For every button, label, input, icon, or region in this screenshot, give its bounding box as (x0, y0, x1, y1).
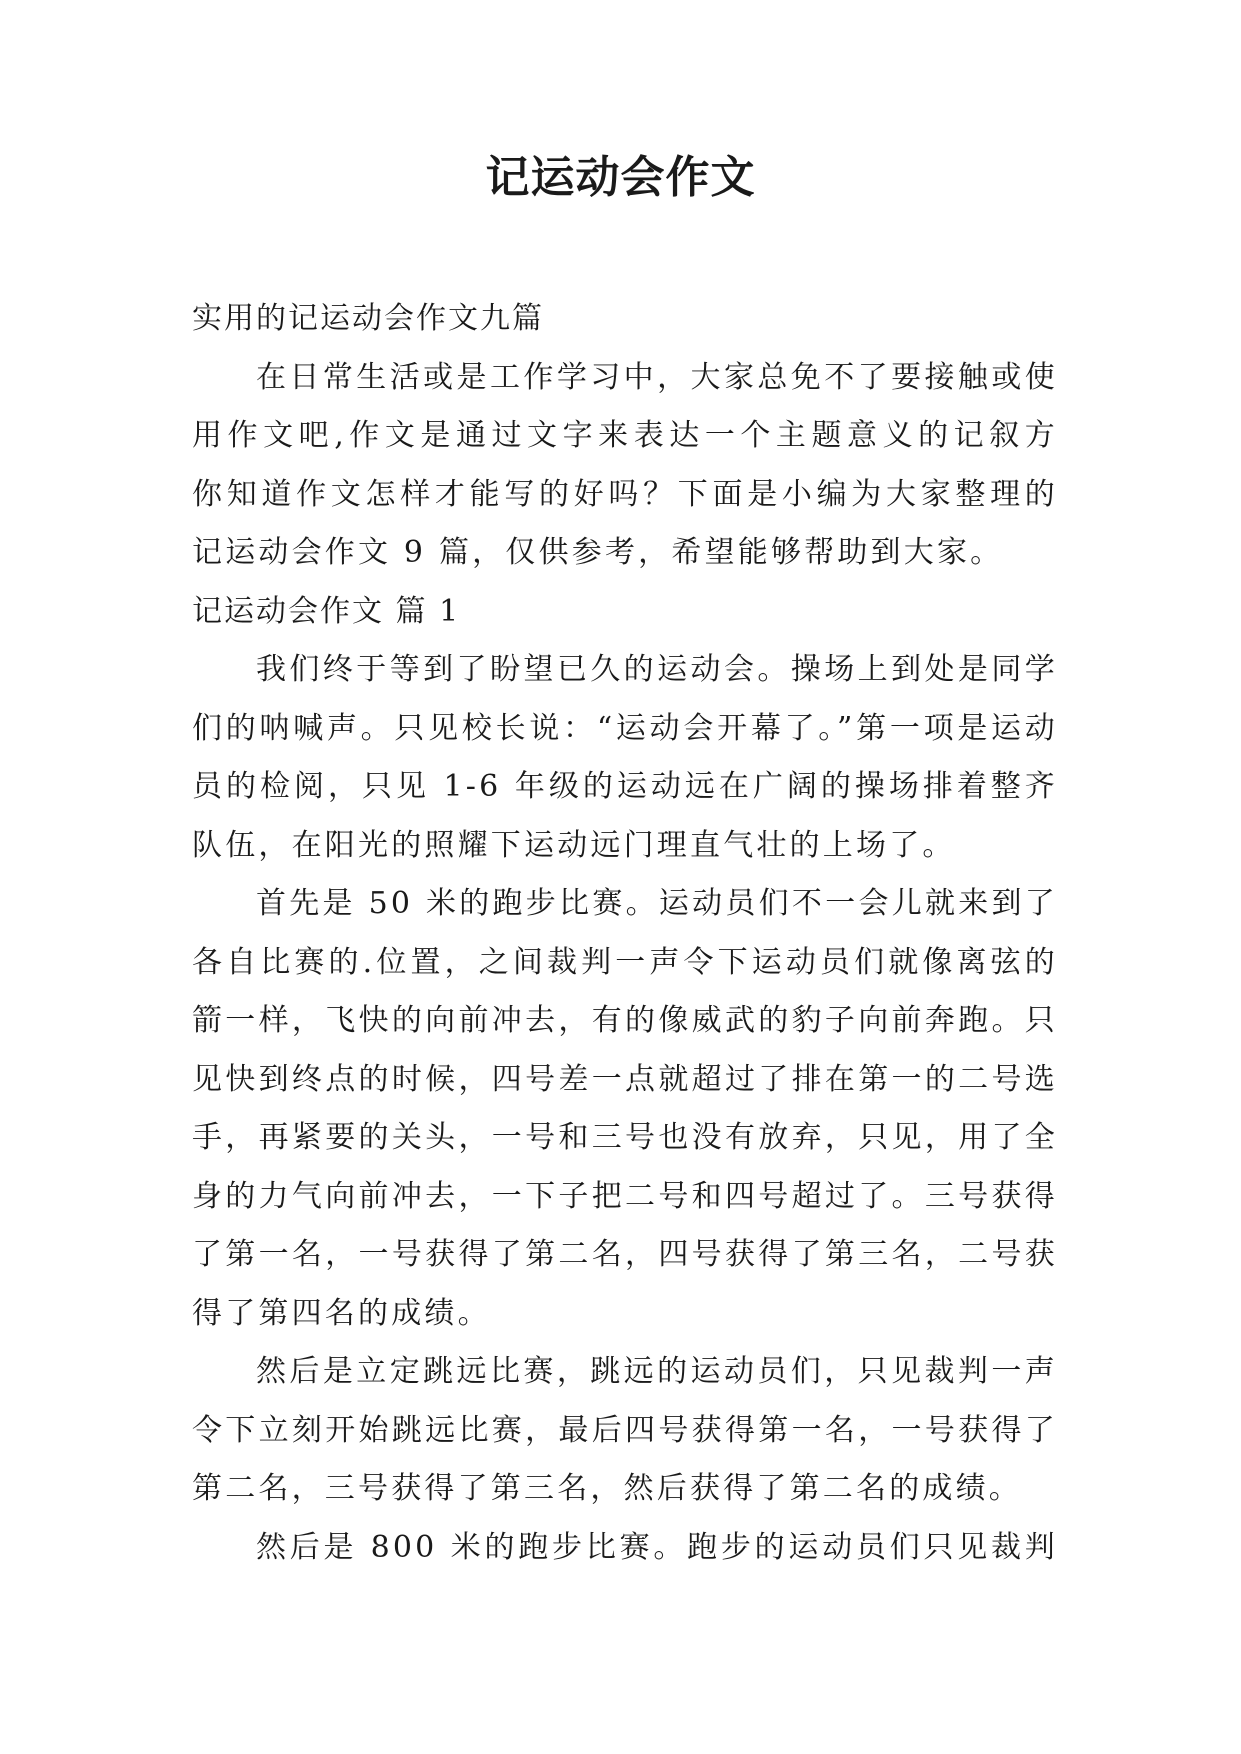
text-line: 手，再紧要的关头，一号和三号也没有放弃，只见，用了全 (192, 1120, 1058, 1155)
text-line: 身的力气向前冲去，一下子把二号和四号超过了。三号获得 (192, 1178, 1058, 1214)
text-line: 在日常生活或是工作学习中，大家总免不了要接触或使 (256, 359, 1058, 395)
text-line: 令下立刻开始跳远比赛，最后四号获得第一名，一号获得了 (192, 1412, 1058, 1448)
paragraph-1 (192, 641, 1058, 875)
text-line: 得了第四名的成绩。 (192, 1295, 491, 1331)
document-subtitle: 实用的记运动会作文九篇 (192, 301, 544, 336)
paragraph-4 (192, 1519, 1058, 1578)
text-line: 你知道作文怎样才能写的好吗？下面是小编为大家整理的 (192, 476, 1058, 512)
text-line: 们的呐喊声。只见校长说：“运动会开幕了。”第一项是运动 (192, 710, 1058, 746)
text-line: 各自比赛的.位置，之间裁判一声令下运动员们就像离弦的 (192, 944, 1058, 980)
text-line: 我们终于等到了盼望已久的运动会。操场上到处是同学 (256, 652, 1058, 687)
text-line: 记运动会作文 9 篇，仅供参考，希望能够帮助到大家。 (192, 535, 1004, 570)
text-line: 用作文吧,作文是通过文字来表达一个主题意义的记叙方 (192, 418, 1058, 453)
intro-paragraph (192, 349, 1058, 583)
text-line: 然后是 800 米的跑步比赛。跑步的运动员们只见裁判 (256, 1529, 1058, 1565)
text-line: 员的检阅，只见 1-6 年级的运动远在广阔的操场排着整齐 (192, 769, 1058, 804)
text-line: 箭一样，飞快的向前冲去，有的像威武的豹子向前奔跑。只 (192, 1003, 1058, 1038)
text-line: 然后是立定跳远比赛，跳远的运动员们，只见裁判一声 (256, 1354, 1058, 1389)
section-heading: 记运动会作文 篇 1 (192, 593, 461, 629)
text-line: 见快到终点的时候，四号差一点就超过了排在第一的二号选 (192, 1061, 1058, 1097)
document-body (192, 290, 1058, 1577)
document-title: 记运动会作文 (485, 152, 756, 203)
text-line: 首先是 50 米的跑步比赛。运动员们不一会儿就来到了 (256, 886, 1058, 921)
text-line: 队伍，在阳光的照耀下运动远门理直气壮的上场了。 (192, 827, 956, 863)
paragraph-2 (192, 875, 1058, 1343)
text-line: 第二名，三号获得了第三名，然后获得了第二名的成绩。 (192, 1471, 1022, 1506)
text-line: 了第一名，一号获得了第二名，四号获得了第三名，二号获 (192, 1237, 1058, 1272)
paragraph-3 (192, 1343, 1058, 1519)
